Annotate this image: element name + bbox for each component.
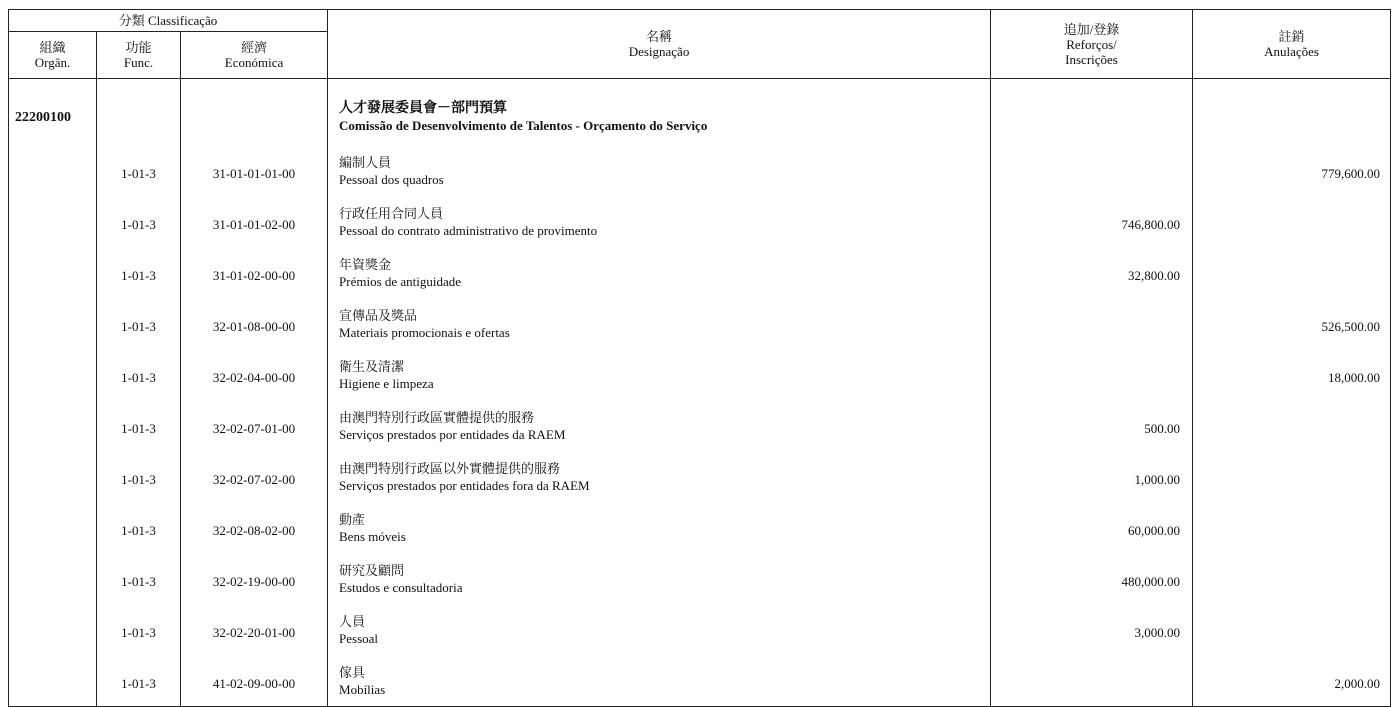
designation-cell <box>328 298 991 349</box>
econ-code: 32-02-19-00-00 <box>181 553 328 604</box>
reinforce-header <box>991 10 1193 79</box>
designation-zh: 衛生及清潔 <box>339 358 405 374</box>
org-cell <box>9 604 97 655</box>
econ-code: 32-02-20-01-00 <box>181 604 328 655</box>
table-row <box>9 298 1391 349</box>
annul-header-pt: Anulações <box>1264 44 1319 59</box>
org-code: 22200100 <box>9 89 97 145</box>
reinforce-header-zh: 追加/登錄 <box>1063 21 1120 37</box>
annul-header <box>1193 10 1391 79</box>
annul-amount <box>1193 553 1391 604</box>
designation-zh: 研究及顧問 <box>339 562 405 578</box>
designation-cell <box>328 196 991 247</box>
table-row <box>9 553 1391 604</box>
designation-pt: Materiais promocionais e ofertas <box>339 324 510 340</box>
econ-code: 31-01-01-01-00 <box>181 145 328 196</box>
func-header <box>97 32 181 79</box>
func-header-zh: 功能 <box>125 40 152 55</box>
organ-header-zh: 組織 <box>39 40 66 55</box>
annul-amount <box>1193 400 1391 451</box>
reinforce-amount <box>991 145 1193 196</box>
designation-cell <box>328 247 991 298</box>
designation-cell <box>328 655 991 707</box>
func-code: 1-01-3 <box>97 655 181 707</box>
classification-header: 分類 Classificação <box>9 10 328 32</box>
func-code: 1-01-3 <box>97 298 181 349</box>
func-code: 1-01-3 <box>97 553 181 604</box>
reinforce-amount <box>991 298 1193 349</box>
designation-pt: Mobílias <box>339 681 386 697</box>
econ-code: 32-01-08-00-00 <box>181 298 328 349</box>
group-name <box>328 89 991 145</box>
annul-amount <box>1193 247 1391 298</box>
organ-header-pt: Orgân. <box>34 55 71 70</box>
designation-zh: 由澳門特別行政區實體提供的服務 <box>339 409 535 425</box>
org-cell <box>9 400 97 451</box>
table-body <box>9 79 1391 707</box>
designation-pt: Prémios de antiguidade <box>339 273 462 289</box>
econ-header-pt: Económica <box>224 55 284 70</box>
func-code: 1-01-3 <box>97 604 181 655</box>
budget-table <box>8 9 1391 707</box>
func-code: 1-01-3 <box>97 196 181 247</box>
reinforce-amount: 32,800.00 <box>991 247 1193 298</box>
table-row <box>9 502 1391 553</box>
reinforce-amount: 746,800.00 <box>991 196 1193 247</box>
econ-code: 32-02-07-02-00 <box>181 451 328 502</box>
reinforce-header-pt2: Inscrições <box>1065 51 1118 67</box>
designation-pt: Serviços prestados por entidades fora da RAEM <box>339 477 590 493</box>
group-name-pt: Comissão de Desenvolvimento de Talentos - Orçamento do Serviço <box>339 118 708 133</box>
designation-cell <box>328 502 991 553</box>
func-code: 1-01-3 <box>97 247 181 298</box>
reinforce-amount: 3,000.00 <box>991 604 1193 655</box>
designation-pt: Pessoal dos quadros <box>339 171 444 187</box>
econ-code: 41-02-09-00-00 <box>181 655 328 707</box>
designation-pt: Bens móveis <box>339 528 406 544</box>
group-row <box>9 89 1391 145</box>
reinforce-amount: 1,000.00 <box>991 451 1193 502</box>
org-cell <box>9 247 97 298</box>
designation-zh: 由澳門特別行政區以外實體提供的服務 <box>339 460 561 476</box>
designation-cell <box>328 145 991 196</box>
org-cell <box>9 451 97 502</box>
designation-cell <box>328 604 991 655</box>
org-cell <box>9 298 97 349</box>
group-name-zh: 人才發展委員會－部門預算 <box>339 101 508 116</box>
designation-pt: Pessoal do contrato administrativo de provimento <box>339 222 598 238</box>
annul-amount: 18,000.00 <box>1193 349 1391 400</box>
designation-pt: Serviços prestados por entidades da RAEM <box>339 426 566 442</box>
designation-zh: 年資獎金 <box>339 256 392 272</box>
table-row <box>9 400 1391 451</box>
table-row <box>9 196 1391 247</box>
func-code: 1-01-3 <box>97 349 181 400</box>
org-cell <box>9 349 97 400</box>
designation-zh: 傢具 <box>339 664 366 680</box>
func-code: 1-01-3 <box>97 400 181 451</box>
designation-pt: Estudos e consultadoria <box>339 579 463 595</box>
econ-header-zh: 經濟 <box>241 40 268 55</box>
annul-amount <box>1193 502 1391 553</box>
func-code: 1-01-3 <box>97 145 181 196</box>
table-header <box>9 10 1391 79</box>
name-header <box>328 10 991 79</box>
designation-cell <box>328 400 991 451</box>
designation-cell <box>328 349 991 400</box>
table-row <box>9 349 1391 400</box>
org-cell <box>9 553 97 604</box>
econ-code: 31-01-01-02-00 <box>181 196 328 247</box>
designation-zh: 行政任用合同人員 <box>339 205 444 221</box>
org-cell <box>9 502 97 553</box>
econ-header <box>181 32 328 79</box>
org-cell <box>9 655 97 707</box>
reinforce-amount <box>991 349 1193 400</box>
annul-header-zh: 註銷 <box>1278 29 1305 44</box>
annul-amount <box>1193 451 1391 502</box>
econ-code: 31-01-02-00-00 <box>181 247 328 298</box>
org-cell <box>9 196 97 247</box>
designation-pt: Pessoal <box>339 630 379 646</box>
annul-amount: 2,000.00 <box>1193 655 1391 707</box>
designation-zh: 人員 <box>339 613 366 629</box>
econ-code: 32-02-04-00-00 <box>181 349 328 400</box>
designation-zh: 宣傳品及獎品 <box>339 307 418 323</box>
designation-cell <box>328 553 991 604</box>
reinforce-amount: 60,000.00 <box>991 502 1193 553</box>
table-row <box>9 451 1391 502</box>
annul-amount: 779,600.00 <box>1193 145 1391 196</box>
name-header-zh: 名稱 <box>646 29 673 44</box>
annul-amount <box>1193 604 1391 655</box>
table-row <box>9 604 1391 655</box>
func-header-pt: Func. <box>123 55 154 70</box>
organ-header <box>9 32 97 79</box>
econ-code: 32-02-08-02-00 <box>181 502 328 553</box>
designation-cell <box>328 451 991 502</box>
table-row <box>9 145 1391 196</box>
name-header-pt: Designação <box>628 44 690 59</box>
reinforce-header-pt1: Reforços/ <box>1066 36 1117 52</box>
designation-zh: 編制人員 <box>339 154 392 170</box>
reinforce-amount <box>991 655 1193 707</box>
func-code: 1-01-3 <box>97 451 181 502</box>
designation-zh: 動產 <box>339 511 366 527</box>
annul-amount <box>1193 196 1391 247</box>
table-row <box>9 655 1391 707</box>
org-cell <box>9 145 97 196</box>
func-code: 1-01-3 <box>97 502 181 553</box>
designation-pt: Higiene e limpeza <box>339 375 434 391</box>
reinforce-amount: 500.00 <box>991 400 1193 451</box>
reinforce-amount: 480,000.00 <box>991 553 1193 604</box>
annul-amount: 526,500.00 <box>1193 298 1391 349</box>
econ-code: 32-02-07-01-00 <box>181 400 328 451</box>
table-row <box>9 247 1391 298</box>
